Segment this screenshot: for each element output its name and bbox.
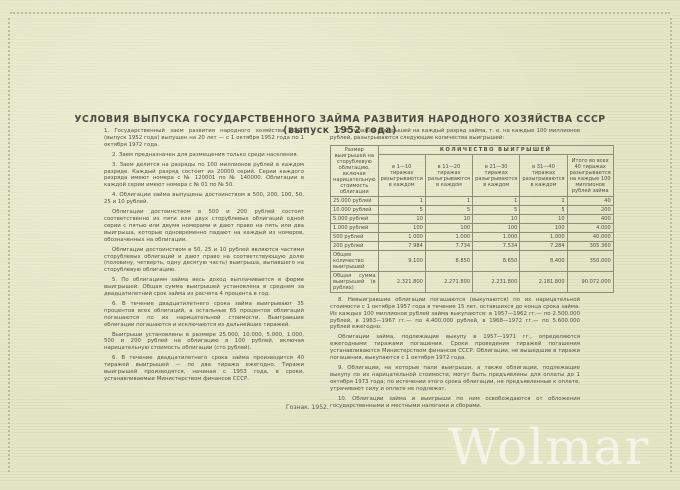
cell: 10 <box>378 214 425 223</box>
cell: 100 <box>425 223 472 232</box>
row-label: 25.000 рублей <box>331 196 379 205</box>
row-label: 200 рублей <box>331 241 379 250</box>
cell: 1.000 <box>425 232 472 241</box>
paragraph: Выигрыши установлены в размере 25.000, 10.000, 5.000, 1.000, 500 и 200 рублей на облигацию в 100 рублей, включая нарицательную стоимость облигации (сто рублей). <box>104 331 304 352</box>
paragraph: 5. По облигациям займа весь доход выплачивается в форме выигрышей. Общая сумма выигрышей установлена в среднем за двадцатилетний срок займа из расчета 4 процента в год. <box>104 277 304 298</box>
perforation-right <box>666 18 672 472</box>
cell: 2.321.800 <box>378 271 425 292</box>
perforation-top <box>10 12 670 14</box>
paragraph: 6. В течение двадцатилетнего срока займа выигрывают 35 процентов всех облигаций, а остальные 65 процентов облигаций погашаются по их нарицательной стоимости. Выигравшие облигации погашаются и исключаются из дальнейших тиражей. <box>104 300 304 328</box>
table-row <box>331 223 614 232</box>
cell: 7.984 <box>378 241 425 250</box>
row-label: Общее количество выигрышей <box>331 250 379 271</box>
cell: 8.400 <box>520 250 567 271</box>
cell: 9.100 <box>378 250 425 271</box>
table-header-size: Размер выигрышей на сторублевую облигацию, включая нарицательную стоимость облигации <box>331 145 379 196</box>
cell: 2.231.800 <box>473 271 520 292</box>
cell: 1 <box>473 196 520 205</box>
row-label: 1.000 рублей <box>331 223 379 232</box>
cell: 8.850 <box>425 250 472 271</box>
printer-imprint: Гознак. 1952. <box>286 404 329 411</box>
cell: 100 <box>378 223 425 232</box>
paragraph: 9. Облигации, на которые пали выигрыши, а также облигации, подлежащие выкупу по их нарицательной стоимости, могут быть предъявлены для оплаты до 1 октября 1973 года; по истечении этого срока облигации, не предъявленные к оплате, утрачивают силу и оплате не подлежат. <box>330 364 580 392</box>
paragraph: 6. В течение двадцатилетнего срока займа производится 40 тиражей выигрышей — по два тиража ежегодно. Тиражи выигрышей производятся, начиная с 1953 года, в сроки, устанавливаемые Министерством финансов СССР. <box>104 355 304 382</box>
cell: 7.534 <box>473 241 520 250</box>
cell: 1.000 <box>378 232 425 241</box>
paragraph: Облигации достоинством в 50, 25 и 10 рублей являются частями сторублевых облигаций и дают право на соответствующую долю (половину, четверть, одну десятую часть) выигрыша, выпавшего на сторублевую облигацию. <box>104 246 304 274</box>
table-total-row <box>331 271 614 292</box>
cell: 5 <box>473 205 520 214</box>
cell: 40.000 <box>567 232 613 241</box>
cell: 350.000 <box>567 250 613 271</box>
cell: 1 <box>520 196 567 205</box>
cell: 7.734 <box>425 241 472 250</box>
table-row <box>331 241 614 250</box>
cell: 40 <box>567 196 613 205</box>
paragraph: 3. Заем делится на разряды по 100 миллионов рублей в каждом разряде. Каждый разряд состоит из 20000 серий. Серии каждого разряда имеют номера с № 120001 по № 140000. Облигации в каждой серии имеют номера с № 01 по № 50. <box>104 161 304 189</box>
paragraph: 8. Невыигравшие облигации погашаются (выкупаются) по их нарицательной стоимости с 1 октября 1957 года в течение 15 лет, оставшихся до конца срока займа. Из каждых 100 миллионов рублей займа выкупаются: в 1957—1962 гг.— по 2.500.000 рублей, в 1963—1967 гг.— по 4.400.000 рублей, в 1968—1972 гг.— по 5.600.000 рублей ежегодно. <box>330 296 580 331</box>
cell: 10 <box>473 214 520 223</box>
cell: 7.284 <box>520 241 567 250</box>
paragraph: Облигации достоинством в 500 и 200 рублей состоят соответственно из пяти или двух сторублевых облигаций одной серии с пятью или двумя номерами и дают право на пять или два выигрыша, которые одновременно падают на каждый из номеров, обозначенных на облигации. <box>104 209 304 243</box>
table-row <box>331 214 614 223</box>
cell: 1 <box>378 196 425 205</box>
cell: 200 <box>567 205 613 214</box>
cell: 2.181.800 <box>520 271 567 292</box>
table-row <box>331 196 614 205</box>
table-header: в 11—20 тиражах разыгрываются в каждом <box>425 155 472 196</box>
row-label: 10.000 рублей <box>331 205 379 214</box>
row-label: Общая сумма выигрышей (в рублях) <box>331 271 379 292</box>
row-label: 5.000 рублей <box>331 214 379 223</box>
table-row <box>331 232 614 241</box>
table-header: в 31—40 тиражах разыгрываются в каждом <box>520 155 567 196</box>
cell: 2.271.800 <box>425 271 472 292</box>
cell: 90.072.000 <box>567 271 613 292</box>
cell: 10 <box>425 214 472 223</box>
table-header: в 1—10 тиражах разыгрываются в каждом <box>378 155 425 196</box>
cell: 100 <box>520 223 567 232</box>
perforation-left <box>8 18 14 472</box>
cell: 10 <box>520 214 567 223</box>
table-group-header: КОЛИЧЕСТВО ВЫИГРЫШЕЙ <box>378 145 613 155</box>
table-header: в 21—30 тиражах разыгрываются в каждом <box>473 155 520 196</box>
cell: 1 <box>425 196 472 205</box>
row-label: 500 рублей <box>331 232 379 241</box>
winnings-table <box>330 145 614 293</box>
paragraph: 2. Заем предназначен для размещения только среди населения. <box>112 151 299 158</box>
cell: 5 <box>520 205 567 214</box>
cell: 305.360 <box>567 241 613 250</box>
cell: 1.000 <box>520 232 567 241</box>
document-title: УСЛОВИЯ ВЫПУСКА ГОСУДАРСТВЕННОГО ЗАЙМА РАЗВИТИЯ НАРОДНОГО ХОЗЯЙСТВА СССР (выпуск 1952 года) <box>74 114 606 136</box>
paragraph: 4. Облигации займа выпущены достоинством в 500, 200, 100, 50, 25 и 10 рублей. <box>104 192 304 206</box>
paragraph: 7. В тиражах выигрышей на каждый разряд займа, т. е. на каждые 100 миллионов рублей, разыгрываются следующие количества выигрышей: <box>330 128 580 141</box>
cell: 400 <box>567 214 613 223</box>
right-column <box>330 128 611 412</box>
paragraph: Облигации займа, подлежащие выкупу в 1957—1971 гг., определяются ежегодными тиражами погашения. Сроки проведения тиражей погашения устанавливаются Министерством финансов СССР. Облигации, не вышедшие в тиражи погашения, выкупаются с 1 октября 1972 года. <box>330 334 580 362</box>
watermark: Wolmar <box>448 418 650 476</box>
cell: 100 <box>473 223 520 232</box>
cell: 4.000 <box>567 223 613 232</box>
table-total-row <box>331 250 614 271</box>
table-row <box>331 205 614 214</box>
cell: 8.650 <box>473 250 520 271</box>
paragraph: 10. Облигации займа и выигрыши по ним освобождаются от обложения государственными и местными налогами и сборами. <box>330 395 580 409</box>
table-header: Итого во всех 40 тиражах разыгрывается на каждые 100 миллионов рублей займа <box>567 155 613 196</box>
left-column <box>104 128 304 386</box>
cell: 5 <box>378 205 425 214</box>
paragraph: 1. Государственный заем развития народного хозяйства СССР (выпуск 1952 года) выпущен на 20 лет — с 1 октября 1952 года по 1 октября 1972 года. <box>104 128 304 148</box>
cell: 5 <box>425 205 472 214</box>
cell: 1.000 <box>473 232 520 241</box>
